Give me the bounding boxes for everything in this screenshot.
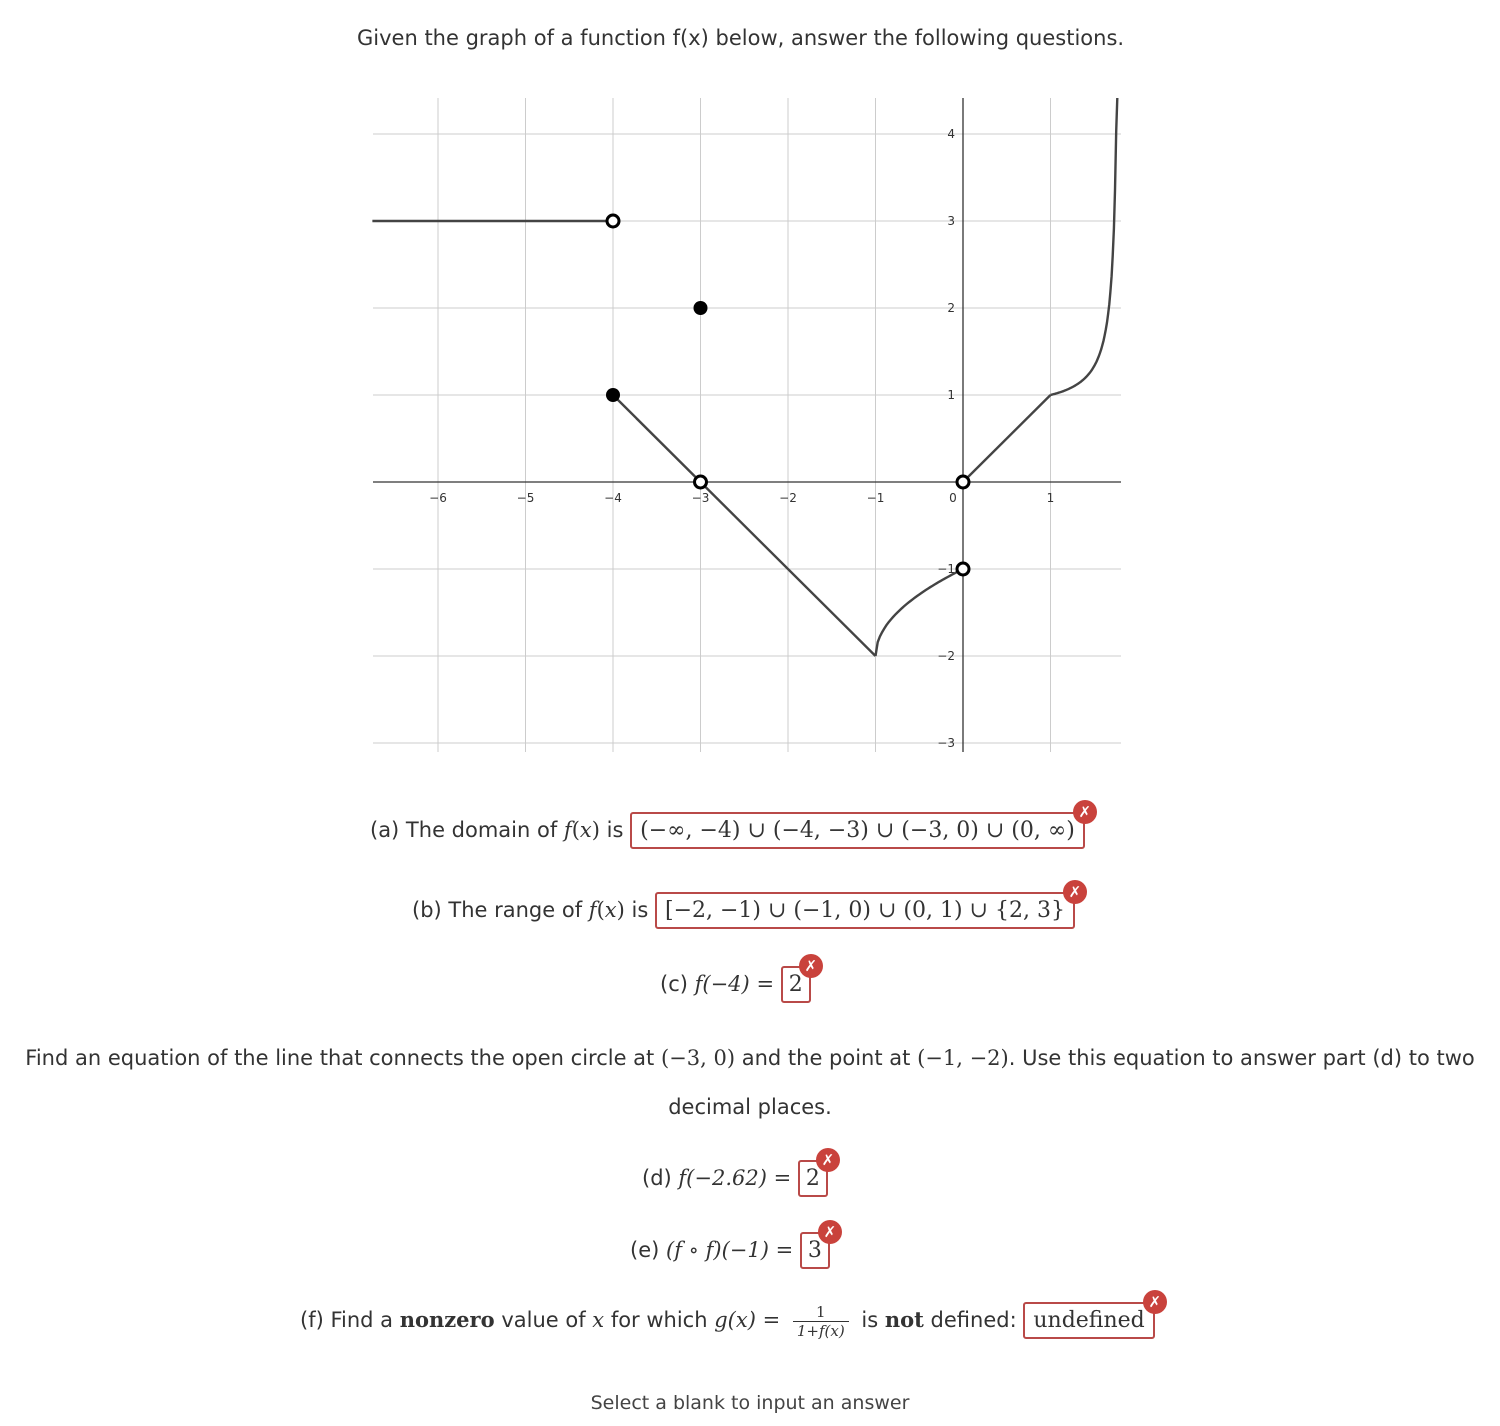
sqrt-curve	[876, 569, 964, 656]
y-tick-label: −3	[937, 736, 955, 750]
question-d: (d) f(−2.62) = 2 ✗	[642, 1160, 828, 1197]
domain-answer: (−∞, −4) ∪ (−4, −3) ∪ (−3, 0) ∪ (0, ∞)	[640, 818, 1075, 843]
f-compose-f-answer: 3	[807, 1238, 822, 1263]
incorrect-icon: ✗	[799, 954, 823, 978]
question-e: (e) (f ∘ f)(−1) = 3 ✗	[630, 1232, 830, 1269]
f-of-neg4-answer: 2	[788, 972, 803, 997]
graph-segment	[963, 395, 1051, 482]
graph-grid	[373, 98, 1121, 752]
range-answer: [−2, −1) ∪ (−1, 0) ∪ (0, 1) ∪ {2, 3}	[664, 898, 1065, 923]
graph-segment	[613, 395, 701, 482]
open-point	[957, 563, 969, 575]
x-tick-label: 0	[949, 491, 957, 505]
graph-axes	[373, 98, 1121, 752]
incorrect-icon: ✗	[816, 1148, 840, 1172]
incorrect-icon: ✗	[1063, 880, 1087, 904]
incorrect-icon: ✗	[1073, 800, 1097, 824]
x-tick-label: 1	[1046, 491, 1055, 505]
footer-hint: Select a blank to input an answer	[590, 1392, 910, 1414]
closed-point	[606, 388, 620, 402]
incorrect-icon: ✗	[1143, 1290, 1167, 1314]
f-compose-f-answer-box[interactable]	[800, 1223, 837, 1269]
closed-point	[694, 301, 708, 315]
f-of-neg4-answer-box[interactable]	[781, 957, 818, 1003]
nonzero-x-answer-box[interactable]	[1023, 1293, 1162, 1339]
x-tick-label: −1	[866, 491, 885, 505]
instruction-text: Given the graph of a function f(x) below, answer the following questions.	[357, 26, 1125, 50]
y-tick-label: −1	[937, 562, 955, 576]
y-tick-label: 1	[947, 388, 955, 402]
x-tick-label: −4	[604, 491, 622, 505]
f-of-neg2-62-answer: 2	[805, 1166, 820, 1191]
graph-curves	[372, 98, 1117, 656]
open-point	[607, 215, 619, 227]
asymptotic-curve	[1051, 98, 1118, 395]
f-of-neg2-62-answer-box[interactable]	[798, 1151, 835, 1197]
question-c: (c) f(−4) = 2 ✗	[660, 966, 811, 1003]
incorrect-icon: ✗	[818, 1220, 842, 1244]
x-tick-label: −3	[691, 491, 710, 505]
y-tick-label: 3	[947, 214, 955, 228]
nonzero-x-answer: undefined	[1033, 1308, 1145, 1333]
open-point	[957, 476, 969, 488]
g-fraction: $\frac{1}{1+f(x)}$	[793, 1303, 849, 1340]
line-instruction-cont: decimal places.	[668, 1095, 832, 1119]
y-tick-label: −2	[937, 649, 955, 663]
question-a: (a) The domain of f(x) is (−∞, −4) ∪ (−4, −3) ∪ (−3, 0) ∪ (0, ∞) ✗	[370, 812, 1085, 849]
x-tick-label: −2	[779, 491, 797, 505]
x-tick-label: −6	[429, 491, 447, 505]
question-b: (b) The range of f(x) is [−2, −1) ∪ (−1, 0) ∪ (0, 1) ∪ {2, 3} ✗	[412, 892, 1075, 929]
y-tick-label: 4	[947, 127, 955, 141]
x-tick-label: −5	[516, 491, 535, 505]
question-f: (f) Find a nonzero value of x for which g(x) = $\frac{1}{1+f(x)}$ is not defined: undefined ✗	[300, 1302, 1155, 1340]
y-tick-label: 2	[947, 301, 955, 315]
line-instruction: Find an equation of the line that connects the open circle at (−3, 0) and the point at (−1, −2). Use this equation to answer part (d) to two	[25, 1046, 1475, 1070]
open-point	[695, 476, 707, 488]
